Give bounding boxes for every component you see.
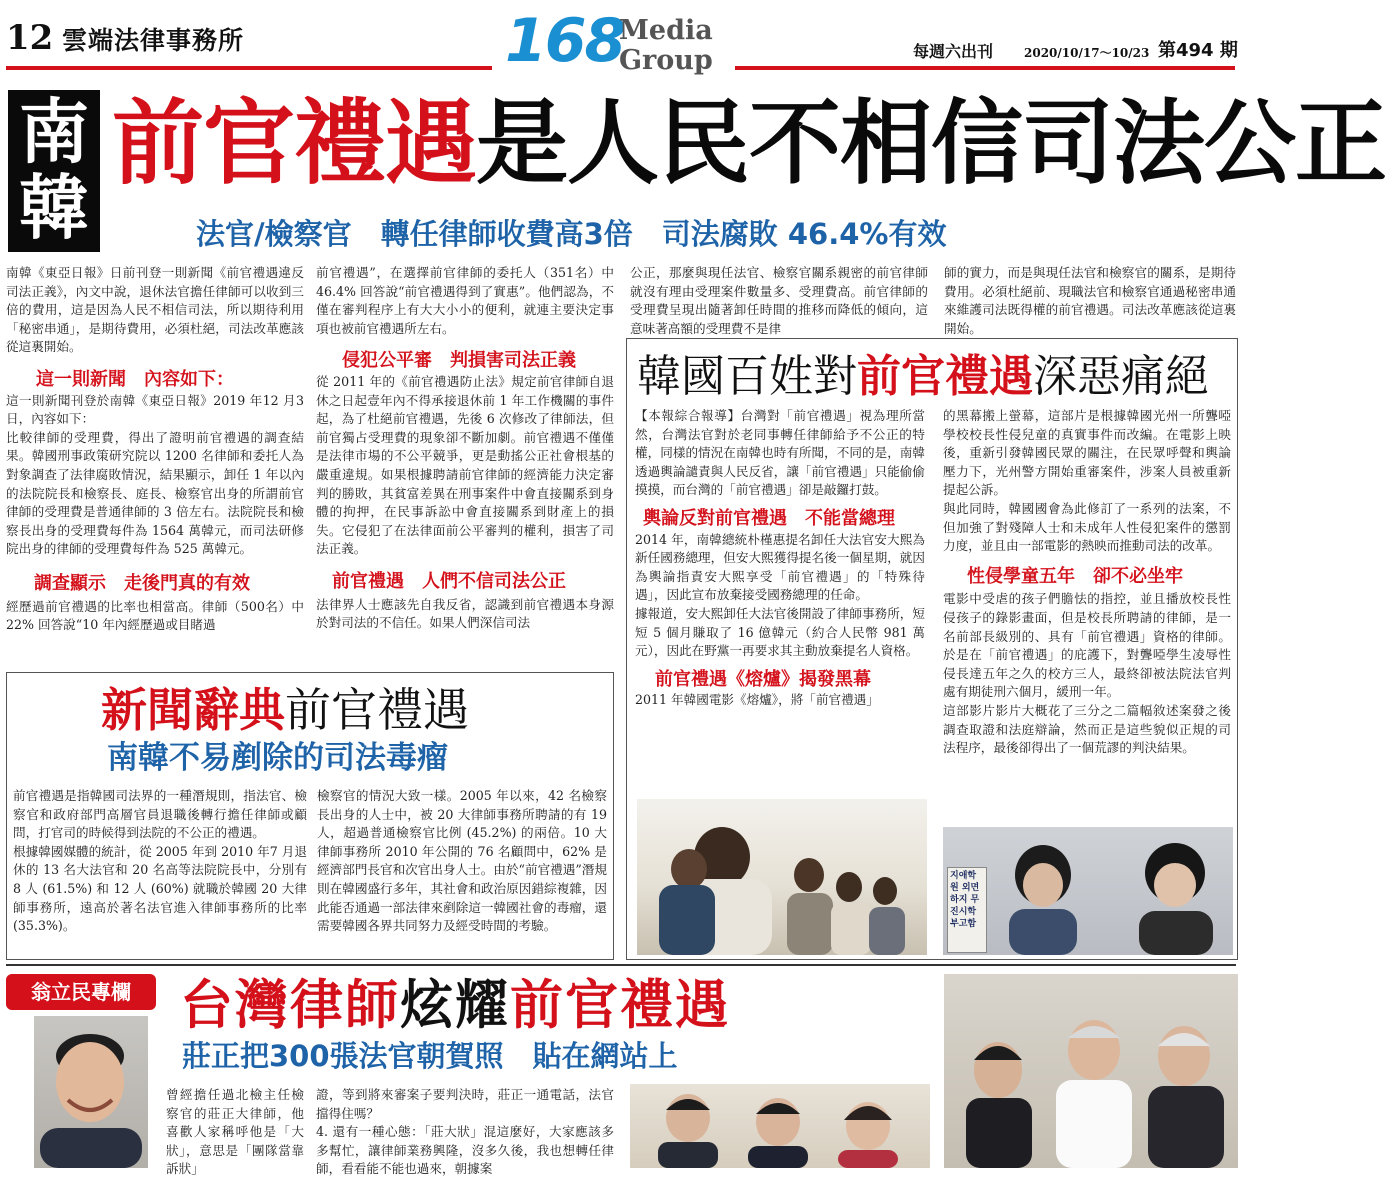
article-paragraph: 檢察官的情況大致一樣。2005 年以來，42 名檢察長出身的人士中，被 20 大律師事務所聘請的有 19 人，超過普通檢察官比例 (45.2%) 的兩倍。10 大律師事務所 2010 年公開的 76 名顧問中，62% 是經濟部門長官和次官出身人士。由於“前官禮遇”潛規則在韓國盛行多年，其社會和政治原因錯綜複雜，因此能否通過一部法律來剷除這一韓國社會的毒瘤，還需要韓國各界共同努力及經受時間的考驗。 [317,788,607,934]
article-paragraph: 從 2011 年的《前官禮遇防止法》規定前官律師自退休之日起壹年內不得承接退休前 1 年工作機關的事件起，為了杜絕前官禮遇，先後 6 次修改了律師法，但前官獨占受理費的現象卻不斷加劇。前官禮遇不僅僅是法律市場的不公平競爭，更是動搖公正社會根基的嚴重違規。如果根據聘請前官律師的經濟能力決定審判的勝敗，其貧富差異在刑事案件中會直接關系到身體的拘押，在民事訴訟中會直接關系到財產上的損失。它侵犯了在法律面前公平審判的權利，損害了司法正義。 [316,373,614,557]
article-paragraph: 據報道，安大熙卸任大法官後開設了律師事務所，短短 5 個月賺取了 16 億韓元（約合人民幣 981 萬元），因此在野黨一再要求其主動放棄提名人資格。 [635,605,925,659]
column-tag-label: 翁立民專欄 [31,980,131,1004]
column-title-black: 炫耀 [400,975,510,1036]
article-col-1 [6,264,304,635]
article-subheading: 前官禮遇《熔爐》揭發黑幕 [655,668,871,690]
dictionary-box [6,672,614,960]
column-subtitle: 莊正把300張法官朝賀照 貼在網站上 [182,1039,678,1073]
korea-right-column [943,407,1231,758]
columnist-portrait [34,1016,148,1168]
article-paragraph: 根據韓國媒體的統計，從 2005 年到 2010 年7 月退休的 13 名大法官和 20 名高等法院院長中，分別有 8 人 (61.5%) 和 12 人 (60%) 就職於韓國 20 大律師事務所，遠高於著名法官進入律師事務所的比率 (35.3%)。 [13,843,307,934]
article-paragraph: 這部影片影片大概花了三分之二篇幅敘述案發之後調查取證和法庭辯論，然而正是這些貌似正規的司法程序，最後卻得出了一個荒謬的判決結果。 [943,702,1231,756]
issue-number: 第494 期 [1158,40,1238,61]
dictionary-title-black: 前官禮遇 [285,683,469,737]
article-subheading: 性侵學童五年 卻不必坐牢 [967,565,1183,587]
article-subheading: 前官禮遇 人們不信司法公正 [332,570,566,592]
article-col-2 [316,264,614,633]
logo-number: 168 [505,6,625,76]
article-col-4 [944,264,1236,338]
dictionary-col-1 [13,787,307,936]
movie-still-figures [637,799,927,955]
article-paragraph: 前官禮遇”，在選擇前官律師的委托人（351名）中 46.4% 回答說“前官禮遇得到了實惠”。他們認為，不僅在審判程序上有大大小小的便利，就連主要決定事項也被前官禮遇所左右。 [316,265,614,336]
lawyers-group-figures [944,974,1238,1168]
column-col-2 [316,1086,614,1177]
page-number: 12 [6,18,54,58]
korea-title-c: 深惡痛絕 [1033,351,1209,402]
column-col-1 [166,1086,304,1177]
article-paragraph: 與此同時，韓國國會為此修訂了一系列的法案，不但加強了對殘障人士和未成年人性侵犯案件的懲罰力度，並且由一部電影的熱映而推動司法的改革。 [943,500,1231,554]
headline-tag-top: 南 [19,91,89,173]
article-paragraph: 經歷過前官禮遇的比率也相當高。律師（500名）中 22% 回答說“10 年內經歷過或目睹過 [6,598,304,633]
headline-red: 前官禮遇 [112,90,477,197]
movie-still-photo [637,799,927,955]
article-paragraph: 證，等到將來審案子要判決時，莊正一通電話，法官擋得住嗎？ [316,1087,614,1121]
article-paragraph: 2014 年，南韓總統朴槿惠提名卸任大法官安大熙為新任國務總理，但安大熙獲得提名後一個星期，就因為輿論指責安大熙享受「前官禮遇」的「特殊待遇」，因此宣布放棄接受國務總理的任命。 [635,531,925,603]
main-subheadline: 法官/檢察官 轉任律師收費高3倍 司法腐敗 46.4%有效 [196,217,947,251]
article-paragraph: 的黑幕搬上螢幕，這部片是根據韓國光州一所聾啞學校校長性侵兒童的真實事件而改編。在電影上映後，重新引發韓國民眾的關注，在民眾呼聲和輿論壓力下，光州警方開始重審案件，涉案人員被重新提起公訴。 [943,408,1231,498]
article-subheading: 輿論反對前官禮遇 不能當總理 [643,507,895,529]
article-paragraph: 曾經擔任過北檢主任檢察官的莊正大律師，他喜歡人家稱呼他是「大狀」，意思是「團隊當靠訴狀」 [166,1087,304,1177]
article-subheading: 這一則新聞 內容如下： [36,368,234,390]
article-paragraph: 4. 還有一種心態：「莊大狀」混這麼好，大家應該多多幫忙，讓律師業務興隆，沒多久後，我也想轉任律師，看看能不能也過來，朝據案 [316,1124,614,1177]
dictionary-title-red: 新聞辭典 [101,683,285,737]
article-paragraph: 公正，那麼與現任法官、檢察官關系親密的前官律師就沒有理由受理案件數量多、受理費高。前官律師的受理費呈現出隨著卸任時間的推移而降低的傾向，這意味著高額的受理費不是律 [630,265,928,336]
headline-black: 是人民不相信司法公正 [476,90,1386,197]
article-paragraph: 法律界人士應該先自我反省，認識到前官禮遇本身源於對司法的不信任。如果人們深信司法 [316,596,614,631]
article-subheading: 調查顯示 走後門真的有效 [34,572,250,594]
column-title-red-1: 台灣律師 [180,975,400,1036]
logo-group: Group [619,45,713,76]
masthead-left-rule [6,66,492,70]
headline-tag [8,90,100,252]
publish-date: 2020/10/17～10/23 [1024,46,1150,60]
article-col-3 [630,264,928,338]
main-headline [112,88,1386,200]
lawyers-group-photo [944,974,1238,1168]
masthead-right-rule [735,66,1235,70]
columnist-figure [34,1016,148,1168]
judges-group-photo [630,1084,930,1168]
article-paragraph: 師的實力，而是與現任法官和檢察官的關系，是期待費用。必須杜絕前、現職法官和檢察官通過秘密串通來維護司法既得權的前官禮遇。司法改革應該從這裏開始。 [944,265,1236,336]
judges-group-figures [630,1084,930,1168]
article-paragraph: 南韓《東亞日報》日前刊登一則新聞《前官禮遇違反司法正義》，內文中說，退休法官擔任律師可以收到三倍的費用，這是因為人民不相信司法，所以期待利用「秘密串通」，是期待費用，必須杜絕，司法改革應該從這裏開始。 [6,265,304,355]
article-paragraph: 【本報綜合報導】台灣對「前官禮遇」視為理所當然，台灣法官對於老同事轉任律師給予不公正的特權，同樣的情況在南韓也時有所聞，不同的是，南韓透過輿論譴責與人民反省，讓「前官禮遇」只能偷偷摸摸，而台灣的「前官禮遇」卻是敲鑼打鼓。 [635,408,925,498]
korea-feature-box [626,338,1238,960]
korea-feature-title [637,347,1229,407]
korea-title-a: 韓國百姓對 [637,351,857,402]
section-title: 雲端法律事務所 [62,26,245,55]
column-tag [6,974,156,1010]
headline-tag-bottom: 韓 [19,167,89,249]
dictionary-col-2 [317,787,607,936]
logo-media: Media [619,15,713,46]
bottom-divider [6,964,1236,966]
protest-figures [943,827,1233,955]
korea-title-b: 前官禮遇 [857,351,1033,402]
logo [505,6,730,80]
column-title-red-2: 前官禮遇 [510,975,730,1036]
masthead [0,0,1240,84]
dictionary-subtitle: 南韓不易剷除的司法毒瘤 [107,740,448,776]
article-paragraph: 比較律師的受理費，得出了證明前官禮遇的調查結果。韓國刑事政策研究院以 1200 名律師和委托人為對象調查了法律腐敗情況，結果顯示，卸任 1 年以內的法院院長和檢察長、庭長、檢察官出身的所謂前官律師的受理費是普通律師的 3 倍左右。法院院長和檢察長出身的受理費每件為 1564 萬韓元，而司法研修院出身的律師的受理費每件為 525 萬韓元。 [6,429,304,557]
article-subheading: 侵犯公平審 判損害司法正義 [342,350,576,372]
korea-left-column [635,407,925,710]
dictionary-title [101,681,469,739]
publish-frequency: 每週六出刊 [913,42,994,61]
column-title [180,974,730,1038]
article-paragraph: 這一則新聞刊登於南韓《東亞日報》2019 年12 月3 日，內容如下： [6,392,304,427]
article-paragraph: 2011 年韓國電影《熔爐》，將「前官禮遇」 [635,692,879,708]
protest-photo [943,827,1233,955]
protest-sign-text: 지애학원 외면하지 무진시학 부고함 [950,871,980,929]
article-paragraph: 前官禮遇是指韓國司法界的一種潛規則，指法官、檢察官和政府部門高層官員退職後轉行擔任律師或顧問，打官司的時候得到法院的不公正的禮遇。 [13,788,307,841]
article-paragraph: 電影中受虐的孩子們膽怯的指控，並且播放校長性侵孩子的錄影畫面，但是校長所聘請的律師，是一名前部長級別的、具有「前官禮遇」資格的律師。於是在「前官禮遇」的庇護下，對聾啞學生凌辱性侵長達五年之久的校方三人，最終卻被法院法官判處有期徒刑六個月，緩刑一年。 [943,591,1231,700]
